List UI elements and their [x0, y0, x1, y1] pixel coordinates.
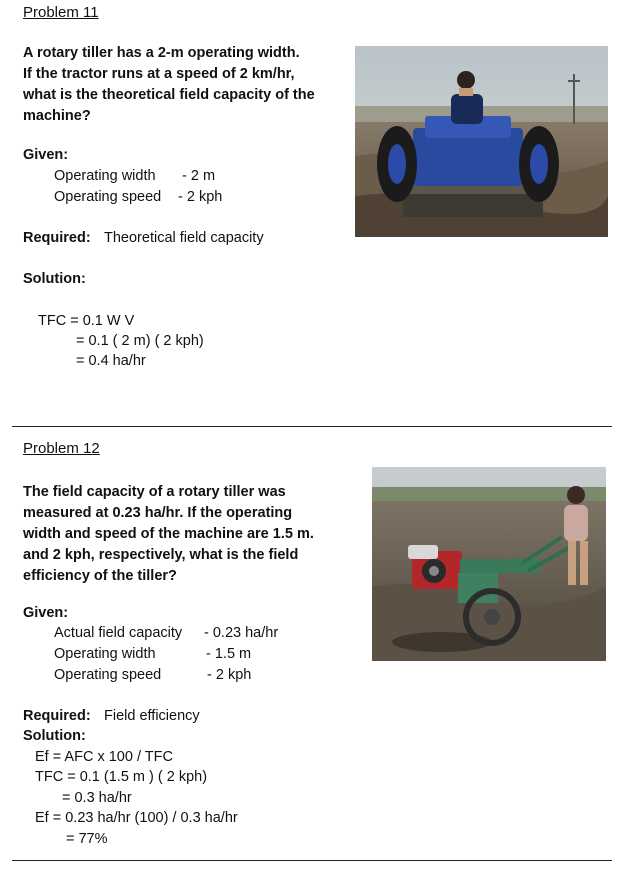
given-value: - 1.5 m [206, 646, 252, 662]
question-line: what is the theoretical field capacity of the [23, 87, 315, 103]
section-divider [12, 860, 612, 861]
problem-12-required-label: Required: [23, 708, 91, 724]
solution-line: = 0.1 ( 2 m) ( 2 kph) [76, 333, 204, 349]
problem-12-question [23, 482, 343, 587]
solution-line: = 0.3 ha/hr [62, 790, 132, 806]
problem-11-title: Problem 11 [23, 4, 99, 21]
problem-12-solution-label: Solution: [23, 728, 86, 744]
question-line: If the tractor runs at a speed of 2 km/hr, [23, 66, 295, 82]
question-line: efficiency of the tiller? [23, 568, 177, 584]
question-line: and 2 kph, respectively, what is the field [23, 547, 299, 563]
question-line: The field capacity of a rotary tiller was [23, 484, 286, 500]
given-label: Operating width [54, 646, 156, 662]
problem-11-required-label: Required: [23, 230, 91, 246]
problem-11-given-label: Given: [23, 147, 69, 163]
question-line: machine? [23, 108, 91, 124]
problem-12-given-label: Given: [23, 605, 69, 621]
problem-12-required-value: Field efficiency [104, 708, 200, 724]
solution-line: TFC = 0.1 W V [38, 313, 135, 329]
problem-11-question [23, 43, 343, 127]
question-line: measured at 0.23 ha/hr. If the operating [23, 505, 293, 521]
solution-line: = 0.4 ha/hr [76, 353, 146, 369]
given-value: - 2 m [182, 168, 216, 184]
question-line: width and speed of the machine are 1.5 m. [23, 526, 314, 542]
given-label: Operating width [54, 168, 156, 184]
given-label: Actual field capacity [54, 625, 183, 641]
solution-line: Ef = 0.23 ha/hr (100) / 0.3 ha/hr [35, 810, 238, 826]
section-divider [12, 426, 612, 427]
solution-line: TFC = 0.1 (1.5 m ) ( 2 kph) [35, 769, 208, 785]
solution-line: Ef = AFC x 100 / TFC [35, 749, 173, 765]
problem-11-solution-label: Solution: [23, 271, 86, 287]
problem-12-title: Problem 12 [23, 440, 100, 457]
given-label: Operating speed [54, 189, 162, 205]
hand-tractor-photo [372, 467, 606, 661]
given-value: - 0.23 ha/hr [204, 625, 279, 641]
solution-line: = 77% [66, 831, 108, 847]
given-value: - 2 kph [207, 667, 252, 683]
problem-11-required-value: Theoretical field capacity [104, 230, 264, 246]
question-line: A rotary tiller has a 2-m operating width. [23, 45, 300, 61]
given-value: - 2 kph [178, 189, 223, 205]
given-label: Operating speed [54, 667, 162, 683]
tractor-tiller-photo [355, 46, 608, 237]
